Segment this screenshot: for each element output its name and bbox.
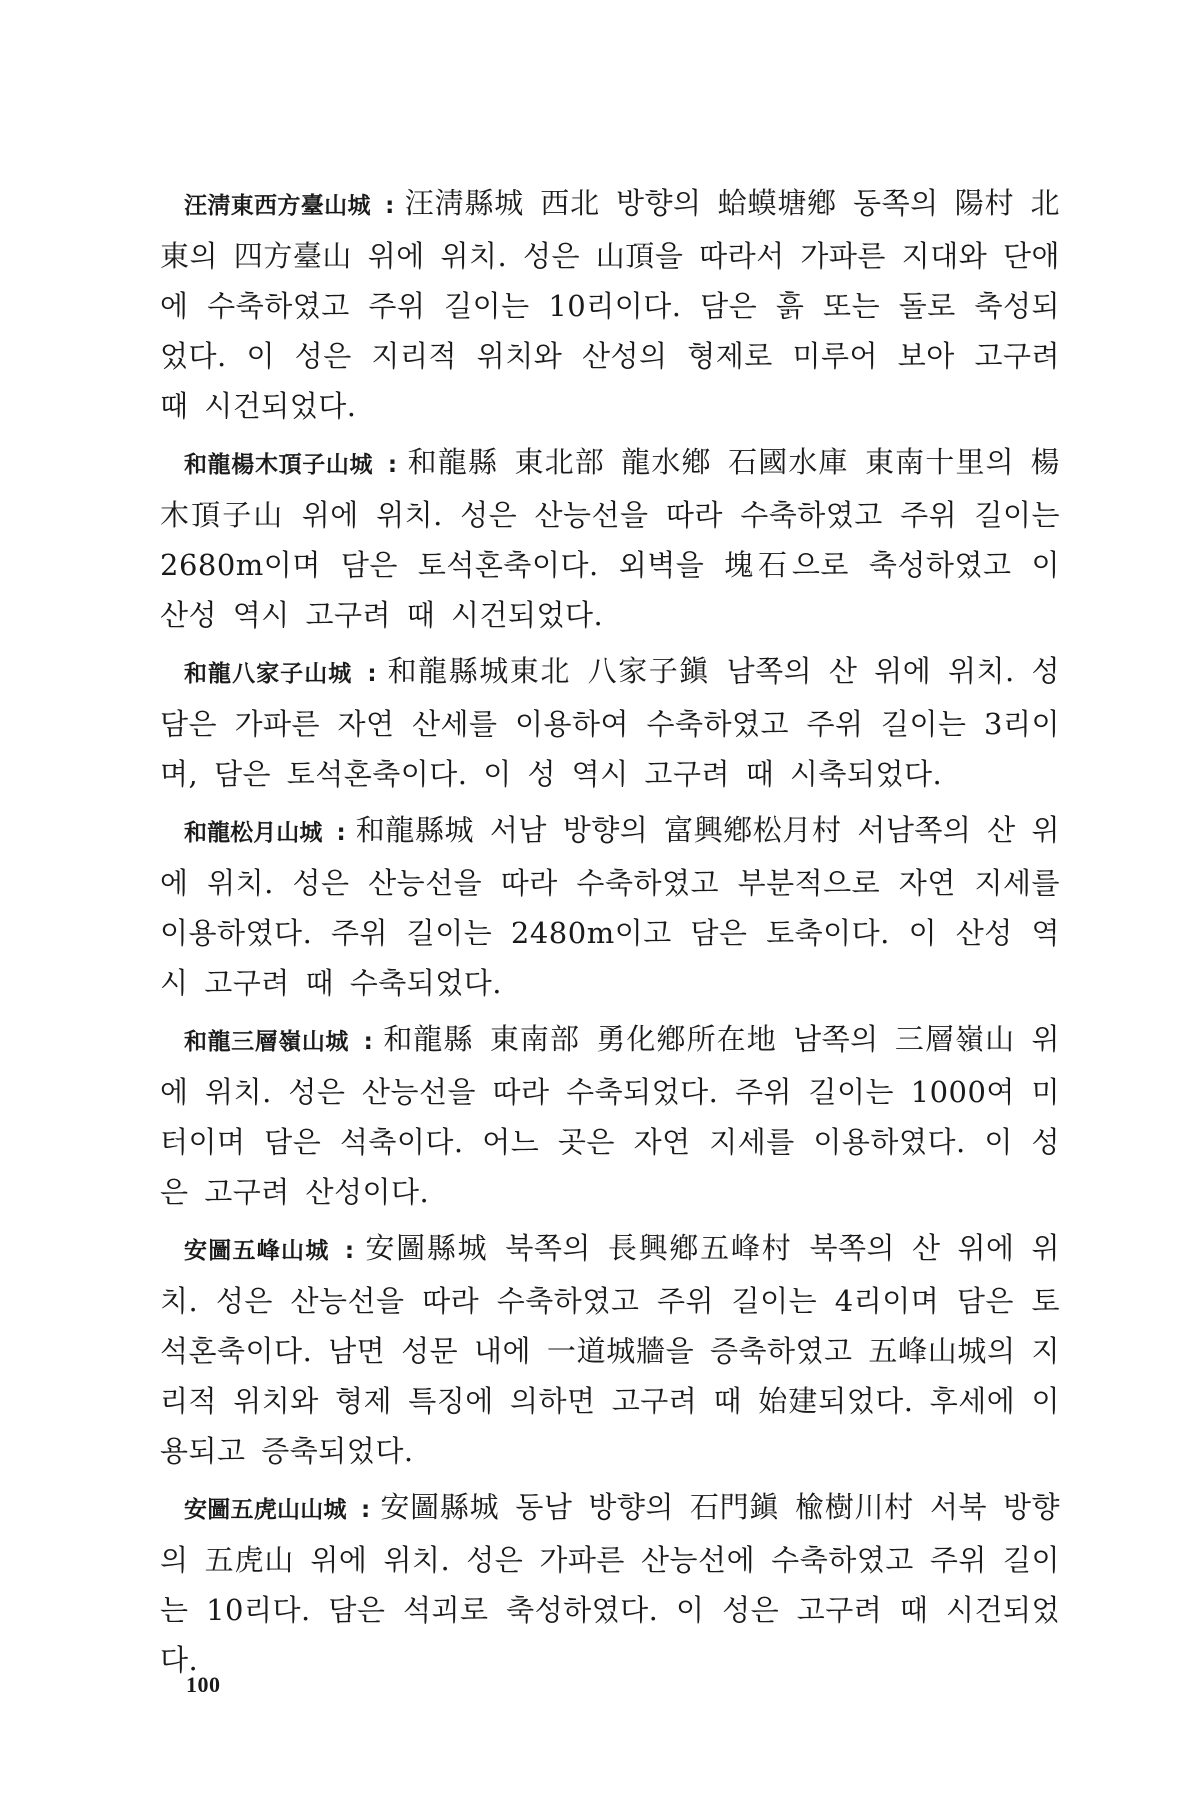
entry-text: 和龍縣 東南部 勇化鄕所在地 남쪽의 三層嶺山 위에 위치. 성은 산능선을 따라 수축되었다. 주위 길이는 1000여 미터이며 담은 석축이다. 어느 곳은 자연 지세를 이용하였다. 이 성은 고구려 산성이다. xyxy=(160,1022,1060,1209)
entry-title: 和龍松月山城 : xyxy=(184,820,346,846)
entry-antu-wufeng xyxy=(160,1223,1060,1476)
page-body xyxy=(160,178,1060,1691)
entry-helong-yangmudingzi xyxy=(160,437,1060,640)
entry-text: 和龍縣 東北部 龍水鄕 石國水庫 東南十里의 楊木頂子山 위에 위치. 성은 산능선을 따라 수축하였고 주위 길이는 2680m이며 담은 토석혼축이다. 외벽을 塊石으로 축성하였고 이 산성 역시 고구려 때 시건되었다. xyxy=(160,445,1060,632)
entry-title: 和龍三層嶺山城 : xyxy=(184,1029,373,1055)
entry-helong-sancengling xyxy=(160,1014,1060,1217)
entry-wangqing-sifangtai xyxy=(160,178,1060,431)
entry-title: 和龍八家子山城 : xyxy=(184,661,377,687)
entry-title: 汪淸東西方臺山城 : xyxy=(184,193,395,219)
entry-title: 和龍楊木頂子山城 : xyxy=(184,452,398,478)
entry-antu-wuhushan xyxy=(160,1482,1060,1685)
entry-text: 汪淸縣城 西北 방향의 蛤蟆塘鄕 동쪽의 陽村 北東의 四方臺山 위에 위치. 성은 山頂을 따라서 가파른 지대와 단애에 수축하였고 주위 길이는 10리이다. 담은 흙 또는 돌로 축성되었다. 이 성은 지리적 위치와 산성의 형제로 미루어 보아 고구려 때 시건되었다. xyxy=(160,186,1060,423)
page-number: 100 xyxy=(186,1672,221,1697)
entry-text: 和龍縣城 서남 방향의 富興鄕松月村 서남쪽의 산 위에 위치. 성은 산능선을 따라 수축하였고 부분적으로 자연 지세를 이용하였다. 주위 길이는 2480m이고 담은 토축이다. 이 산성 역시 고구려 때 수축되었다. xyxy=(160,813,1060,1000)
entry-title: 安圖五峰山城 : xyxy=(184,1238,355,1264)
entry-text: 和龍縣城東北 八家子鎭 남쪽의 산 위에 위치. 성담은 가파른 자연 산세를 이용하여 수축하였고 주위 길이는 3리이며, 담은 토석혼축이다. 이 성 역시 고구려 때 시축되었다. xyxy=(160,654,1060,791)
entry-helong-songyue xyxy=(160,805,1060,1008)
entry-title: 安圖五虎山山城 : xyxy=(184,1497,371,1523)
entry-text: 安圖縣城 북쪽의 長興鄕五峰村 북쪽의 산 위에 위치. 성은 산능선을 따라 수축하였고 주위 길이는 4리이며 담은 토석혼축이다. 남면 성문 내에 一道城牆을 증축하였고 五峰山城의 지리적 위치와 형제 특징에 의하면 고구려 때 始建되었다. 후세에 이용되고 증축되었다. xyxy=(160,1231,1060,1468)
entry-text: 安圖縣城 동남 방향의 石門鎭 楡樹川村 서북 방향의 五虎山 위에 위치. 성은 가파른 산능선에 수축하였고 주위 길이는 10리다. 담은 석괴로 축성하였다. 이 성은 고구려 때 시건되었다. xyxy=(160,1490,1061,1677)
entry-helong-bajiazi xyxy=(160,646,1060,799)
